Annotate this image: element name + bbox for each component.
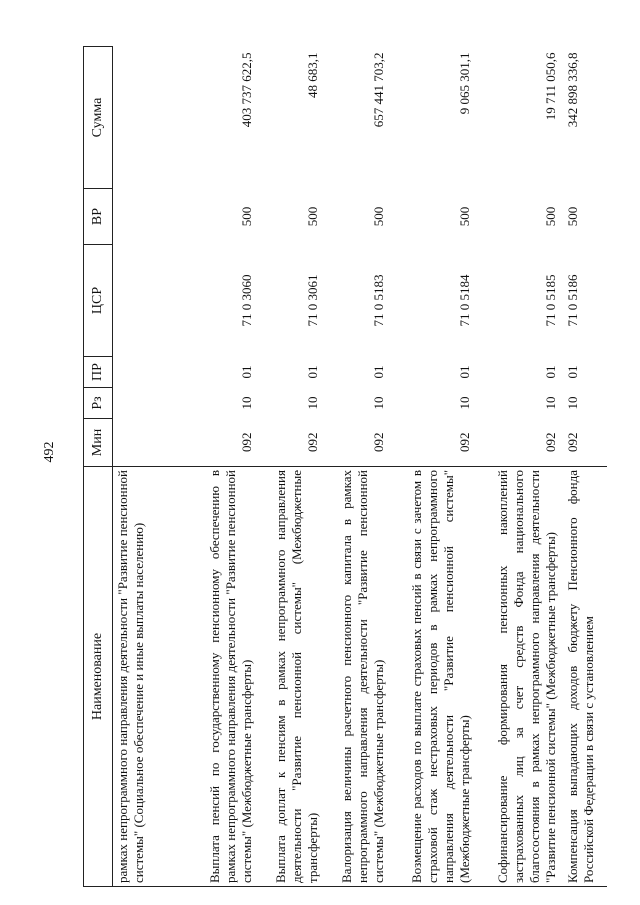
row-csr: 71 0 5185: [542, 274, 558, 327]
row-pr: 01: [304, 365, 320, 379]
row-csr: 71 0 3061: [304, 274, 320, 327]
budget-table: [83, 46, 607, 887]
row-sum: 403 737 622,5: [238, 52, 254, 128]
row-vr: 500: [542, 206, 558, 227]
row-name: рамках непрограммного направления деятельности "Развитие пенсионной системы" (Социальное обеспечение и иные выплаты населению): [113, 467, 171, 887]
header-vr: ВР: [84, 189, 113, 245]
row-pr: 01: [238, 365, 254, 379]
table-row: [325, 47, 391, 887]
row-rz: 10: [564, 396, 580, 410]
row-sum: 9 065 301,1: [456, 52, 472, 115]
row-pr: 01: [456, 365, 472, 379]
table-row: [563, 47, 607, 887]
row-csr: 71 0 5186: [564, 274, 580, 327]
row-rz: 10: [456, 396, 472, 410]
page-number: 492: [42, 441, 57, 463]
row-vr: 500: [564, 206, 580, 227]
row-name: Выплата доплат к пенсиям в рамках непрограммного направления деятельности "Развитие пенсионной системы" (Межбюджетные трансферты): [259, 467, 325, 887]
row-min: 092: [564, 432, 580, 452]
table-row: [171, 47, 259, 887]
row-csr: [113, 245, 171, 357]
row-rz: 10: [238, 396, 254, 410]
row-pr: 01: [370, 365, 386, 379]
row-csr: 71 0 3060: [238, 274, 254, 327]
row-name: Софинансирование формирования пенсионных накоплений застрахованных лиц за счет средств Фонда национального благосостояния в рамках непрограммного направления деятельности "Развитие пенсионной системы" (Межбюджетные трансферты): [477, 467, 563, 887]
table-row: [259, 47, 325, 887]
header-rz: Рз: [84, 388, 113, 419]
row-sum: 48 683,1: [304, 52, 320, 98]
row-min: [113, 419, 171, 467]
header-csr: ЦСР: [84, 245, 113, 357]
row-pr: 01: [564, 365, 580, 379]
row-csr: 71 0 5184: [456, 274, 472, 327]
row-sum: [113, 47, 171, 189]
row-vr: 500: [456, 206, 472, 227]
row-pr: 01: [542, 365, 558, 379]
header-name: Наименование: [84, 467, 113, 887]
table-row: [391, 47, 477, 887]
table-row: [477, 47, 563, 887]
row-name: Валоризация величины расчетного пенсионного капитала в рамках непрограммного направления деятельности "Развитие пенсионной системы" (Межбюджетные трансферты): [325, 467, 391, 887]
header-min: Мин: [84, 419, 113, 467]
row-vr: 500: [304, 206, 320, 227]
row-rz: 10: [304, 396, 320, 410]
row-vr: 500: [370, 206, 386, 227]
row-vr: [113, 189, 171, 245]
row-sum: 657 441 703,2: [370, 52, 386, 128]
row-rz: 10: [370, 396, 386, 410]
header-row: [84, 47, 113, 887]
row-rz: [113, 388, 171, 419]
table-row: [113, 47, 171, 887]
row-min: 092: [456, 432, 472, 452]
row-vr: 500: [238, 206, 254, 227]
row-sum: 342 898 336,8: [564, 52, 580, 128]
row-min: 092: [304, 432, 320, 452]
row-name: Компенсация выпадающих доходов бюджету Пенсионного фонда Российской Федерации в связи с установлением: [563, 467, 607, 887]
row-name: Возмещение расходов по выплате страховых пенсий в связи с зачетом в страховой стаж нестраховых периодов в рамках непрограммного направления деятельности "Развитие пенсионной системы" (Межбюджетные трансферты): [391, 467, 477, 887]
header-pr: ПР: [84, 357, 113, 388]
row-min: 092: [542, 432, 558, 452]
rotated-page-content: [83, 47, 603, 887]
row-sum: 19 711 050,6: [542, 52, 558, 121]
header-sum: Сумма: [84, 47, 113, 189]
row-name: Выплата пенсий по государственному пенсионному обеспечению в рамках непрограммного направления деятельности "Развитие пенсионной системы" (Межбюджетные трансферты): [171, 467, 259, 887]
row-min: 092: [238, 432, 254, 452]
row-rz: 10: [542, 396, 558, 410]
row-pr: [113, 357, 171, 388]
row-min: 092: [370, 432, 386, 452]
row-csr: 71 0 5183: [370, 274, 386, 327]
